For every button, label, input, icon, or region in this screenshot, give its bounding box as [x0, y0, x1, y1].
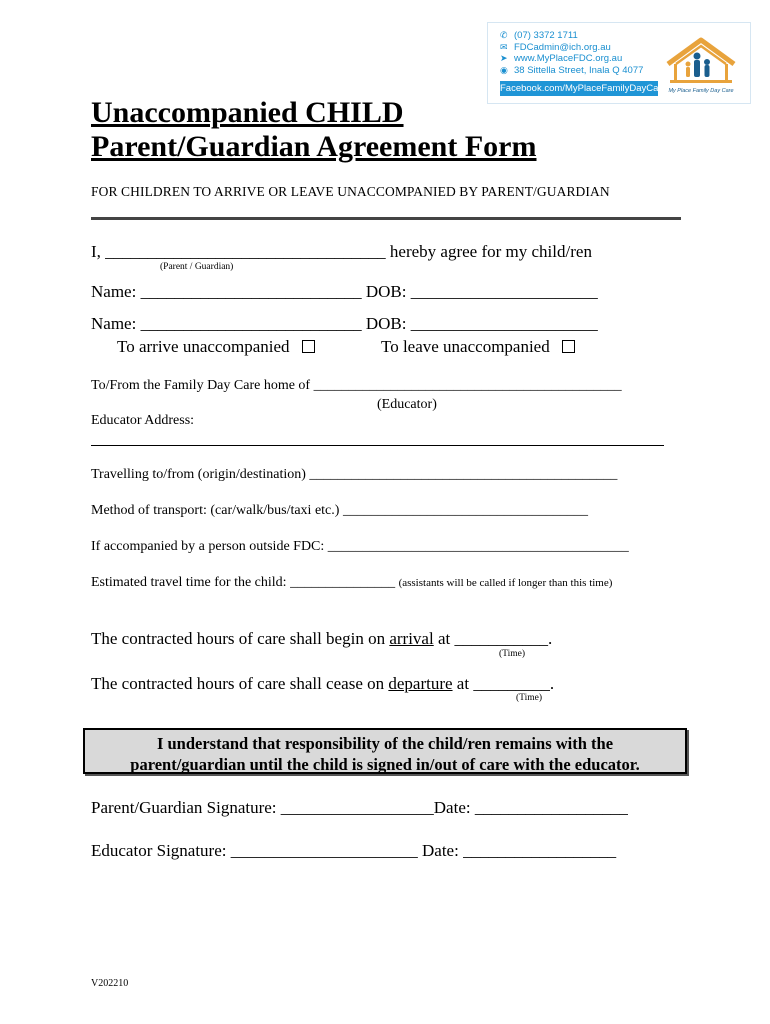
parent-date-field[interactable]: __________________ — [474, 798, 628, 817]
child-name-field-2[interactable]: __________________________ — [140, 314, 362, 333]
educator-date-field[interactable]: __________________ — [463, 841, 617, 860]
phone-icon: ✆ — [500, 30, 508, 40]
form-subtitle: FOR CHILDREN TO ARRIVE OR LEAVE UNACCOMPANIED BY PARENT/GUARDIAN — [91, 184, 610, 199]
hours-cease-keyword: departure — [388, 674, 453, 693]
begin-time-field[interactable]: ___________. — [454, 629, 553, 648]
transport-row — [91, 503, 588, 519]
hours-cease-at: at — [456, 674, 470, 693]
notice-line-2: parent/guardian until the child is signed in/out of care with the educator. — [130, 755, 640, 774]
child-dob-field-1[interactable]: ______________________ — [410, 282, 598, 301]
educator-name-field[interactable]: ____________________________________________ — [313, 378, 622, 393]
transport-field[interactable]: ___________________________________ — [342, 503, 588, 518]
leave-option-label: To leave unaccompanied — [381, 337, 550, 356]
educator-address-field[interactable] — [91, 445, 664, 446]
my-place-logo — [660, 34, 742, 96]
travel-label: Travelling to/from (origin/destination) — [91, 467, 306, 482]
logo-text: My Place Family Day Care — [668, 88, 734, 94]
begin-time-caption: (Time) — [499, 649, 526, 659]
parent-guardian-caption: (Parent / Guardian) — [160, 262, 234, 272]
educator-signature-label: Educator Signature: — [91, 841, 227, 860]
leave-checkbox[interactable] — [562, 340, 575, 353]
notice-line-1: I understand that responsibility of the child/ren remains with the — [156, 734, 614, 753]
agreement-line — [91, 242, 592, 262]
hours-begin-at: at — [437, 629, 451, 648]
child-name-label: Name: — [91, 314, 137, 333]
educator-home-label: To/From the Family Day Care home of — [91, 378, 311, 393]
educator-address-label: Educator Address: — [91, 413, 195, 428]
location-pin-icon: ◉ — [500, 64, 508, 75]
contact-website[interactable]: www.MyPlaceFDC.org.au — [514, 53, 623, 65]
child-dob-field-2[interactable]: ______________________ — [410, 314, 598, 333]
cease-time-caption: (Time) — [516, 693, 543, 703]
educator-signature-field[interactable]: ______________________ — [230, 841, 418, 860]
parent-signature-label: Parent/Guardian Signature: — [91, 798, 277, 817]
parent-guardian-name-field[interactable]: _________________________________ — [105, 242, 386, 261]
child-row-1 — [91, 282, 598, 302]
arrive-option-label: To arrive unaccompanied — [117, 337, 290, 356]
arrive-checkbox[interactable] — [302, 340, 315, 353]
facebook-link[interactable]: Facebook.com/MyPlaceFamilyDayCare — [500, 83, 667, 94]
leave-option — [381, 337, 575, 357]
child-name-field-1[interactable]: __________________________ — [140, 282, 362, 301]
accompanied-label: If accompanied by a person outside FDC: — [91, 539, 325, 554]
travel-time-field[interactable]: _______________ — [290, 575, 396, 590]
hours-cease-text: The contracted hours of care shall cease on — [91, 674, 385, 693]
educator-date-label: Date: — [422, 841, 459, 860]
agreement-suffix: hereby agree for my child/ren — [389, 242, 592, 261]
arrive-option — [117, 337, 315, 357]
parent-date-label: Date: — [433, 798, 471, 817]
child-row-2 — [91, 314, 598, 334]
child-dob-label: DOB: — [365, 282, 407, 301]
hours-begin-text: The contracted hours of care shall begin on — [91, 629, 386, 648]
title-line-1: Unaccompanied CHILD — [91, 96, 404, 129]
accompanied-field[interactable]: ___________________________________________ — [327, 539, 629, 554]
educator-home-row — [91, 378, 622, 394]
child-name-label: Name: — [91, 282, 137, 301]
travel-row — [91, 467, 617, 483]
transport-label: Method of transport: (car/walk/bus/taxi etc.) — [91, 503, 340, 518]
educator-caption: (Educator) — [377, 397, 437, 412]
travel-field[interactable]: ____________________________________________ — [309, 467, 618, 482]
agreement-prefix: I, — [91, 242, 101, 261]
contact-phone: (07) 3372 1711 — [514, 30, 578, 41]
hours-cease-row — [91, 674, 554, 694]
title-divider — [91, 217, 681, 220]
contact-email[interactable]: FDCadmin@ich.org.au — [514, 41, 611, 53]
educator-signature-row — [91, 841, 616, 861]
responsibility-notice — [83, 728, 687, 774]
travel-time-row — [91, 575, 612, 591]
child-dob-label: DOB: — [365, 314, 407, 333]
parent-signature-field[interactable]: __________________ — [280, 798, 434, 817]
form-title — [91, 96, 537, 164]
accompanied-row — [91, 539, 629, 555]
version-label: V202210 — [91, 978, 129, 989]
mail-icon: ✉ — [500, 41, 508, 52]
travel-time-note: (assistants will be called if longer than this time) — [398, 577, 613, 589]
cursor-icon: ➤ — [500, 53, 508, 64]
contact-details — [500, 30, 650, 76]
cease-time-field[interactable]: _________. — [473, 674, 555, 693]
title-line-2: Parent/Guardian Agreement Form — [91, 130, 537, 163]
parent-signature-row — [91, 798, 628, 818]
contact-address: 38 Sittella Street, Inala Q 4077 — [514, 64, 644, 76]
travel-time-label: Estimated travel time for the child: — [91, 575, 287, 590]
hours-begin-row — [91, 629, 552, 649]
hours-begin-keyword: arrival — [389, 629, 434, 648]
